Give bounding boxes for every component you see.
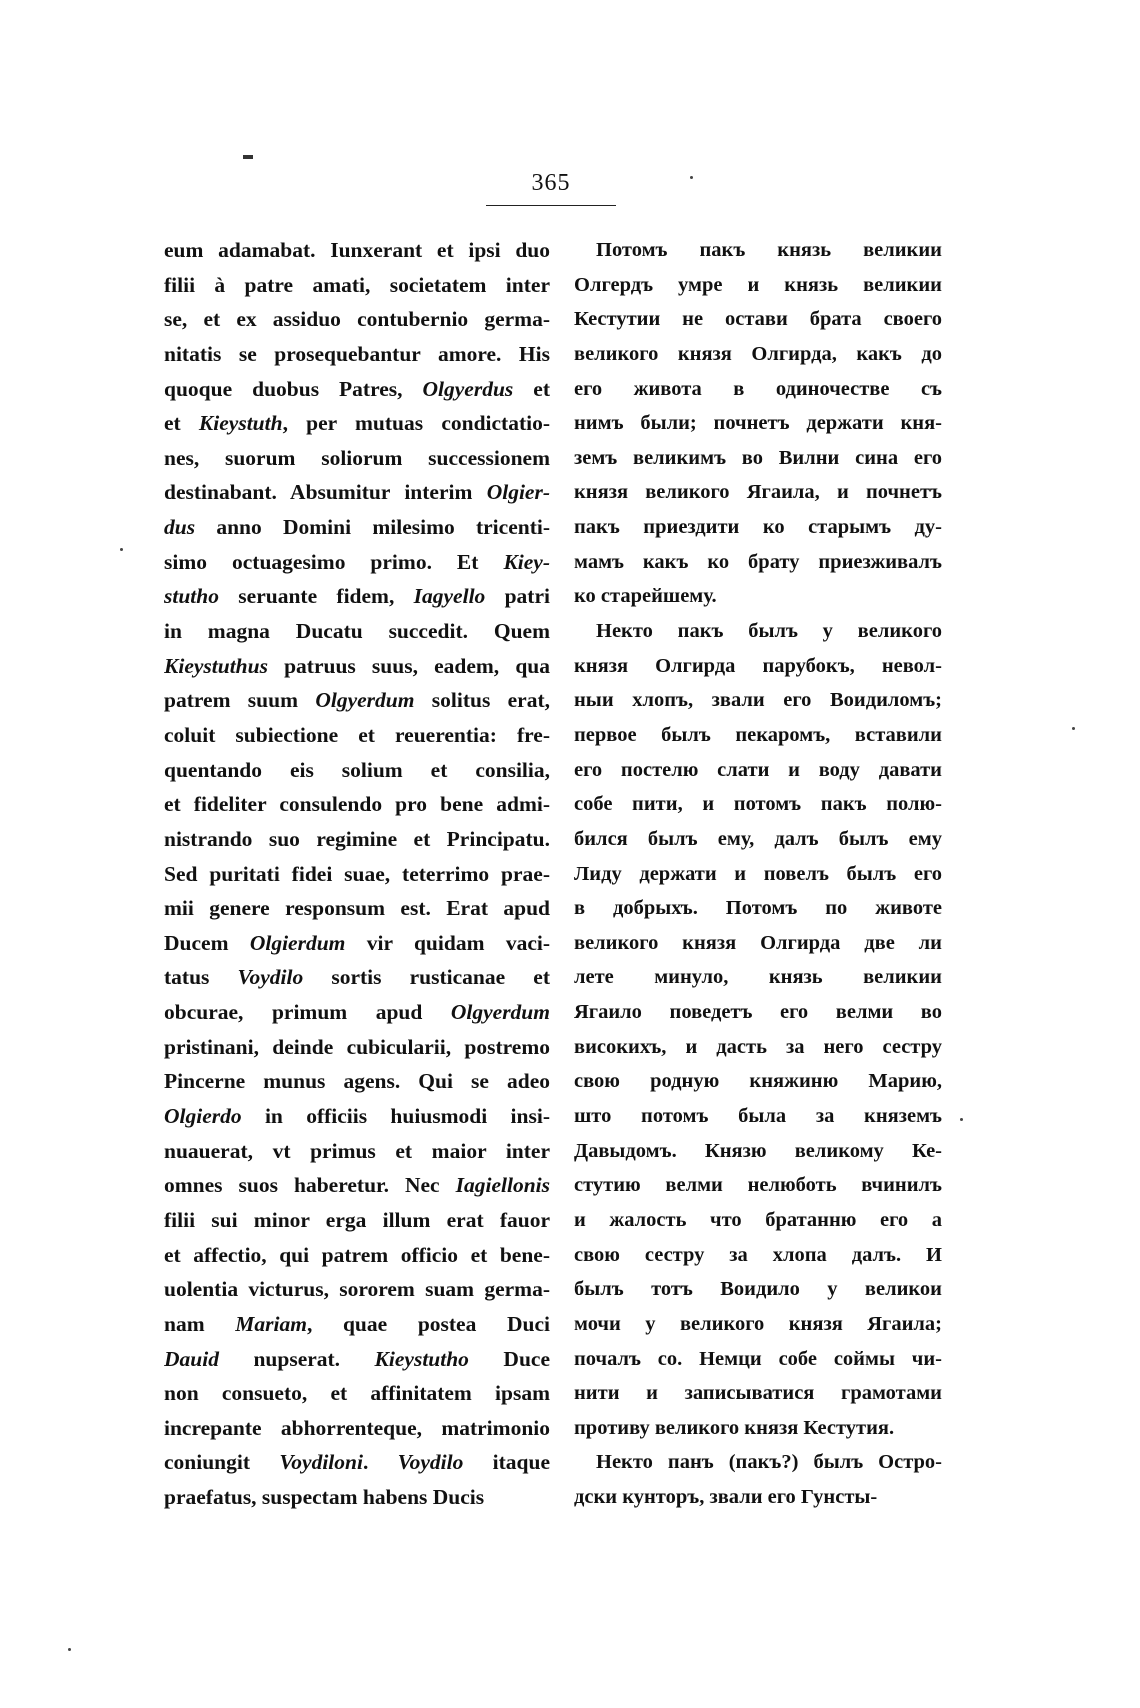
text-segment: coniungit (164, 1450, 280, 1475)
margin-speck (68, 1648, 71, 1651)
text-segment: itaque (463, 1450, 550, 1475)
text-segment: filii à patre amati, societatem inter (164, 272, 550, 297)
russian-text-line: свою сестру за хлопа далъ. И (574, 1243, 942, 1266)
russian-text-line: бился былъ ему, далъ былъ ему (574, 827, 942, 850)
latin-text-line (164, 1064, 550, 1099)
russian-text-line: собе пити, и потомъ пакъ полю- (574, 793, 942, 816)
text-segment: Duce (468, 1346, 550, 1371)
text-segment: destinabant. Absumitur interim (164, 480, 487, 505)
russian-text-line: князя Олгирда парубокъ, невол- (574, 654, 942, 677)
russian-text-line: былъ тотъ Воидило у великои (574, 1278, 942, 1301)
text-segment: , quae postea Duci (306, 1311, 550, 1336)
russian-text-line: противу великого князя Кестутия. (574, 1416, 895, 1439)
russian-text-line: свою родную княжиню Марию, (574, 1070, 942, 1093)
italic-name: stutho (164, 584, 219, 609)
russian-text-line: нимъ были; почнетъ держати кня- (574, 412, 942, 435)
latin-text-line (164, 926, 550, 961)
latin-text-line (164, 1445, 550, 1480)
text-segment: increpante abhorrenteque, matrimonio (164, 1415, 550, 1440)
russian-text-line: и жалость что братанню его а (574, 1208, 942, 1231)
margin-speck (1072, 727, 1075, 730)
russian-text-line: Олгердъ умре и князь великии (574, 273, 942, 296)
russian-text-line: Ягаило поведетъ его велми во (574, 1001, 942, 1024)
italic-name: Voydilo (397, 1450, 464, 1475)
russian-text-line: нити и записыватися грамотами (574, 1382, 942, 1405)
text-segment: praefatus, suspectam habens Ducis (164, 1485, 485, 1510)
text-segment: non consueto, et affinitatem ipsam (164, 1381, 550, 1406)
latin-text-line (164, 1376, 550, 1411)
text-segment: in officiis huiusmodi insi- (241, 1104, 550, 1129)
russian-column (574, 233, 942, 1515)
latin-text-line (164, 614, 550, 649)
text-segment: et fideliter consulendo pro bene admi- (164, 792, 550, 817)
text-segment: pristinani, deinde cubicularii, postremo (164, 1034, 550, 1059)
italic-name: Voydilo (237, 965, 304, 990)
italic-name: Olgyerdum (450, 1000, 550, 1025)
latin-text-line (164, 1168, 550, 1203)
latin-text-line (164, 683, 550, 718)
italic-name: Olgyerdum (315, 688, 415, 713)
text-segment: eum adamabat. Iunxerant et ipsi duo (164, 238, 550, 262)
text-segment: mii genere responsum est. Erat apud (164, 896, 550, 921)
russian-text-line: князя великого Ягаила, и почнетъ (574, 481, 942, 504)
text-segment: tatus (164, 965, 238, 990)
margin-speck (960, 1118, 963, 1121)
latin-text-line (164, 302, 550, 337)
russian-text-line: великого князя Олгирда, какъ до (574, 342, 942, 365)
text-segment: Sed puritati fidei suae, teterrimo prae- (164, 861, 550, 886)
russian-text-line: стутию велми нелюботь вчинилъ (574, 1174, 942, 1197)
latin-column (164, 233, 550, 1515)
latin-text-line (164, 1480, 550, 1515)
latin-text-line (164, 372, 550, 407)
latin-text-line (164, 857, 550, 892)
latin-text-line (164, 1411, 550, 1446)
russian-text-line: пакъ приездити ко старымъ ду- (574, 516, 942, 539)
latin-text-line (164, 475, 550, 510)
russian-text-line: первое былъ пекаромъ, вставили (574, 723, 942, 746)
russian-text-line: ныи хлопъ, звали его Воидиломъ; (574, 689, 942, 712)
latin-text-line (164, 1342, 550, 1377)
text-segment: obcurae, primum apud (164, 1000, 451, 1025)
text-segment: simo octuagesimo primo. Et (164, 549, 504, 574)
latin-text-line (164, 1272, 550, 1307)
text-segment: coluit subiectione et reuerentia: fre- (164, 722, 550, 747)
text-segment: in magna Ducatu succedit. Quem (164, 619, 550, 644)
latin-text-line (164, 441, 550, 476)
text-segment: nitatis se prosequebantur amore. His (164, 341, 550, 366)
text-segment: quoque duobus Patres, (164, 376, 423, 401)
margin-speck (120, 548, 123, 551)
russian-text-line: в добрыхъ. Потомъ по животе (574, 897, 942, 920)
text-segment: se, et ex assiduo contubernio germa- (164, 307, 550, 332)
latin-text-line (164, 337, 550, 372)
text-segment: uolentia victurus, sororem suam germa- (164, 1277, 550, 1302)
latin-text-line (164, 510, 550, 545)
italic-name: Iagiellonis (455, 1173, 550, 1198)
margin-speck (690, 176, 693, 179)
russian-text-line: великого князя Олгирда две ли (574, 931, 942, 954)
russian-text-line: Давыдомъ. Князю великому Ке- (574, 1139, 942, 1162)
text-segment: filii sui minor erga illum erat fauor (164, 1207, 550, 1232)
text-segment: Pincerne munus agens. Qui se adeo (164, 1069, 550, 1094)
russian-text-line: почалъ со. Немци собе соймы чи- (574, 1347, 942, 1370)
latin-text-line (164, 268, 550, 303)
italic-name: Iagyello (413, 584, 486, 609)
italic-name: Olgierdo (164, 1104, 242, 1129)
text-segment: patruus suus, eadem, qua (267, 653, 550, 678)
text-segment: nupserat. (218, 1346, 375, 1371)
latin-text-line (164, 753, 550, 788)
text-segment: vir quidam vaci- (345, 930, 550, 955)
text-segment: Ducem (164, 930, 250, 955)
russian-text-line: его живота в одиночестве съ (574, 377, 942, 400)
latin-text-line (164, 1203, 550, 1238)
italic-name: dus (164, 515, 196, 540)
text-segment: patri (485, 584, 550, 609)
text-segment: et (164, 411, 199, 436)
latin-text-line (164, 822, 550, 857)
italic-name: Dauid (164, 1346, 219, 1371)
italic-name: Olgierdum (249, 930, 346, 955)
latin-text-line (164, 891, 550, 926)
russian-text-line: Лиду держати и повелъ былъ его (574, 862, 942, 885)
italic-name: Kieystutho (374, 1346, 469, 1371)
russian-text-line: Потомъ пакъ князь великии (596, 239, 942, 261)
latin-text-line (164, 1238, 550, 1273)
text-segment: anno Domini milesimo tricenti- (195, 515, 550, 540)
latin-text-line (164, 995, 550, 1030)
russian-text-line: што потомъ была за княземъ (574, 1105, 942, 1128)
latin-text-line (164, 545, 550, 580)
latin-text-line (164, 1134, 550, 1169)
text-segment: , per mutuas condictatio- (282, 411, 550, 436)
text-segment: solitus erat, (414, 688, 550, 713)
latin-text-line (164, 233, 550, 268)
russian-text-line: ко старейшему. (574, 585, 717, 608)
russian-text-line: земъ великимъ во Вилни сина его (574, 446, 942, 469)
text-segment: nuauerat, vt primus et maior inter (164, 1138, 550, 1163)
text-segment: quentando eis solium et consilia, (164, 757, 550, 782)
latin-text-line (164, 960, 550, 995)
text-segment: seruante fidem, (218, 584, 414, 609)
italic-name: Olgyerdus (422, 376, 514, 401)
text-segment: . (362, 1450, 398, 1475)
latin-text-line (164, 1099, 550, 1134)
latin-text-line (164, 787, 550, 822)
russian-text-line: мочи у великого князя Ягаила; (574, 1312, 942, 1335)
text-segment: sortis rusticanae et (303, 965, 550, 990)
latin-text-line (164, 1307, 550, 1342)
italic-name: Olgier- (486, 480, 550, 505)
latin-text-line (164, 579, 550, 614)
russian-text-line: дски кунторъ, звали его Гунсты- (574, 1486, 878, 1509)
italic-name: Mariam (235, 1311, 307, 1336)
italic-name: Kieystuthus (164, 653, 268, 678)
latin-text-line (164, 1030, 550, 1065)
latin-text-line (164, 406, 550, 441)
latin-text-line (164, 649, 550, 684)
text-segment: patrem suum (164, 688, 316, 713)
italic-name: Voydiloni (279, 1450, 363, 1475)
russian-text-line: Некто панъ (пакъ?) былъ Остро- (596, 1451, 942, 1474)
text-segment: et affectio, qui patrem officio et bene- (164, 1242, 550, 1267)
text-segment: nes, suorum soliorum successionem (164, 445, 550, 470)
text-segment: nam (164, 1311, 236, 1336)
russian-text-line: мамъ какъ ко брату приезживалъ (574, 550, 942, 573)
text-segment: nistrando suo regimine et Principatu. (164, 826, 550, 851)
page-number-rule (486, 205, 616, 206)
page-number: 365 (531, 170, 571, 196)
text-segment: et (513, 376, 550, 401)
russian-text-line: лете минуло, князь великии (574, 966, 942, 989)
russian-text-line: високихъ, и дасть за него сестру (574, 1035, 942, 1058)
italic-name: Kieystuth (198, 411, 283, 436)
text-segment: omnes suos haberetur. Nec (164, 1173, 456, 1198)
russian-text-line: его постелю слати и воду давати (574, 758, 942, 781)
russian-text-line: Кестутии не остави брата своего (574, 308, 942, 331)
russian-text-line: Некто пакъ былъ у великого (596, 620, 942, 643)
latin-text-line (164, 718, 550, 753)
margin-mark (243, 155, 253, 159)
italic-name: Kiey- (503, 549, 550, 574)
